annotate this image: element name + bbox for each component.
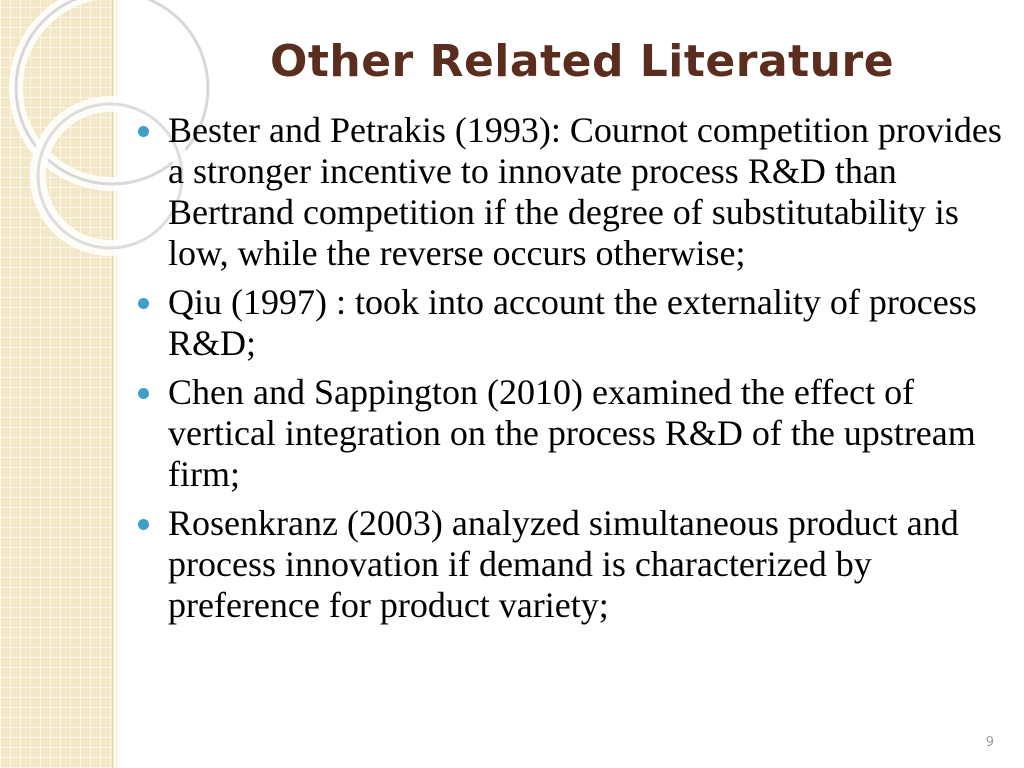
bullet-dot-icon: [138, 388, 149, 399]
bullet-dot-icon: [138, 298, 149, 309]
bullet-text: Qiu (1997) : took into account the externality of process R&D;: [168, 282, 977, 363]
list-item: [136, 110, 1016, 274]
list-item: [136, 372, 1016, 495]
list-item: [136, 503, 1016, 626]
page-number: 9: [985, 735, 994, 750]
bullet-dot-icon: [138, 519, 149, 530]
bullet-text: Chen and Sappington (2010) examined the effect of vertical integration on the process R&D of the upstream firm;: [168, 372, 976, 494]
bullet-text: Bester and Petrakis (1993): Cournot competition provides a stronger incentive to innovate process R&D than Bertrand competition if the degree of substitutability is low, while the reverse occurs otherwise;: [168, 110, 1002, 273]
bullet-list: [136, 110, 1016, 634]
slide-title: Other Related Literature: [269, 36, 895, 87]
bullet-text: Rosenkranz (2003) analyzed simultaneous product and process innovation if demand is characterized by preference for product variety;: [168, 503, 959, 625]
list-item: [136, 282, 1016, 364]
bullet-dot-icon: [138, 126, 149, 137]
